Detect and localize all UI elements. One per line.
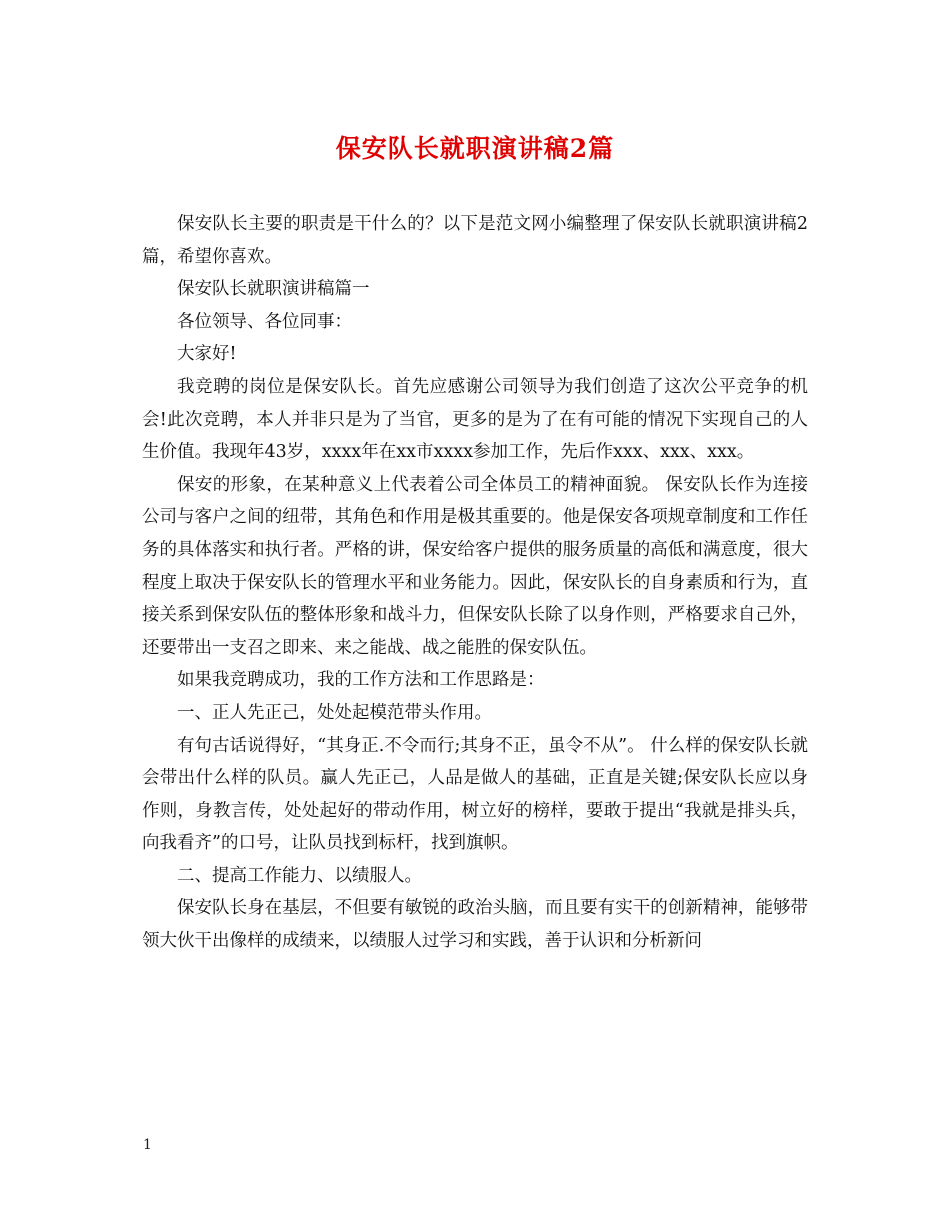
document-body	[142, 208, 808, 958]
body-paragraph: 有句古话说得好，“其身正.不令而行;其身不正，虽令不从”。 什么样的保安队长就会带出什么样的队员。赢人先正己，人品是做人的基础，正直是关键;保安队长应以身作则，身教言传，处处起好的带动作用，树立好的榜样，要敢于提出“我就是排头兵，向我看齐”的口号，让队员找到标杆，找到旗帜。	[142, 735, 808, 854]
greeting: 大家好!	[177, 344, 237, 365]
intro-paragraph: 保安队长主要的职责是干什么的？以下是范文网小编整理了保安队长就职演讲稿2篇，希望你喜欢。	[142, 214, 808, 267]
body-paragraph: 我竞聘的岗位是保安队长。首先应感谢公司领导为我们创造了这次公平竞争的机会!此次竞聘，本人并非只是为了当官，更多的是为了在有可能的情况下实现自己的人生价值。我现年43岁，xxxx年在xx市xxxx参加工作，先后作xxx、xxx、xxx。	[142, 376, 808, 463]
body-paragraph: 保安的形象，在某种意义上代表着公司全体员工的精神面貌。 保安队长作为连接公司与客户之间的纽带，其角色和作用是极其重要的。他是保安各项规章制度和工作任务的具体落实和执行者。严格的讲，保安给客户提供的服务质量的高低和满意度，很大程度上取决于保安队长的管理水平和业务能力。因此，保安队长的自身素质和行为，直接关系到保安队伍的整体形象和战斗力，但保安队长除了以身作则，严格要求自己外，还要带出一支召之即来、来之能战、战之能胜的保安队伍。	[142, 474, 808, 658]
body-paragraph: 保安队长身在基层，不但要有敏锐的政治头脑，而且要有实干的创新精神，能够带领大伙干出像样的成绩来，以绩服人过学习和实践，善于认识和分析新问	[142, 898, 808, 952]
salutation: 各位领导、各位同事：	[177, 311, 352, 332]
subheading: 二、提高工作能力、以绩服人。	[177, 865, 422, 886]
page-number: 1	[143, 1137, 152, 1153]
document-title: 保安队长就职演讲稿2篇	[335, 134, 615, 163]
section-heading: 保安队长就职演讲稿篇一	[177, 279, 370, 300]
body-paragraph: 如果我竞聘成功，我的工作方法和工作思路是：	[177, 670, 545, 691]
subheading: 一、正人先正己，处处起模范带头作用。	[177, 702, 492, 723]
